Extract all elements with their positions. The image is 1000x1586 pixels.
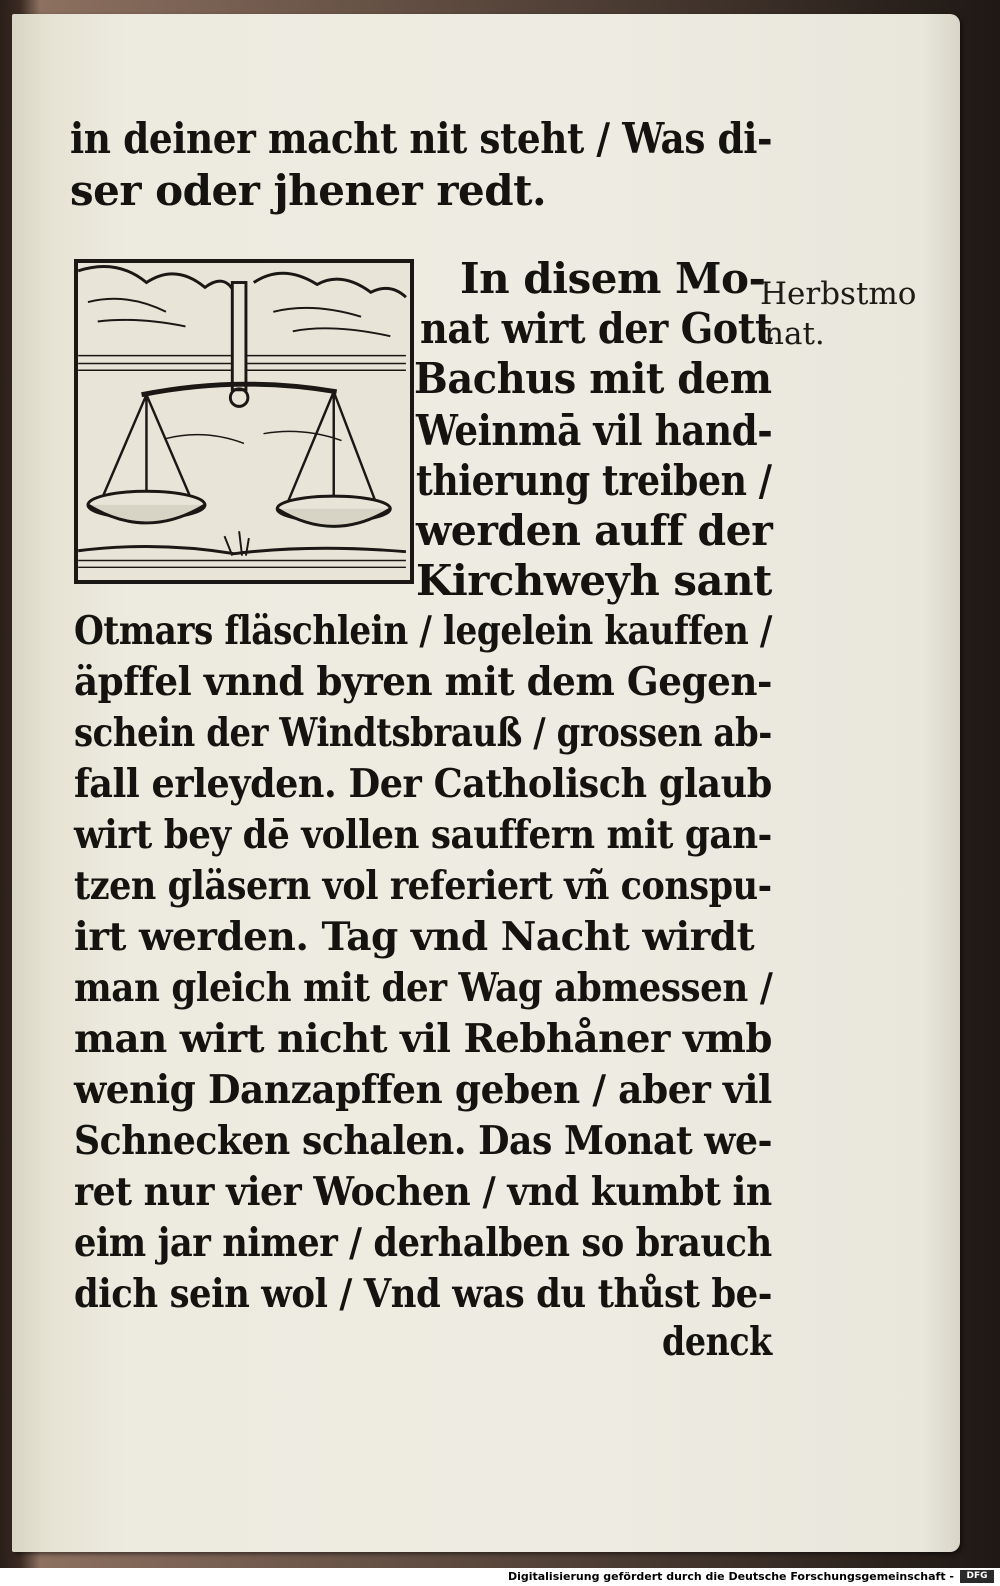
book-page	[12, 14, 960, 1552]
text-line: tzen gläsern vol referiert vñ conspu-	[74, 863, 772, 909]
text-line: Bachus mit dem	[414, 354, 772, 403]
text-line: In disem Mo-	[460, 254, 766, 303]
text-line: irt werden. Tag vnd Nacht wirdt	[74, 914, 755, 960]
footer-credit-text: Digitalisierung gefördert durch die Deutsche Forschungsgemeinschaft -	[507, 1570, 954, 1583]
margin-note: nat.	[764, 316, 825, 352]
footer-bar	[0, 1568, 1000, 1586]
dfg-logo: DFG	[960, 1570, 994, 1583]
text-line: fall erleyden. Der Catholisch glaub	[74, 761, 772, 807]
text-line: wenig Danzapffen geben / aber vil	[74, 1067, 772, 1113]
text-line: man wirt nicht vil Rebhåner vmb	[74, 1016, 772, 1062]
text-line: ret nur vier Wochen / vnd kumbt in	[74, 1169, 772, 1215]
text-line: Schnecken schalen. Das Monat we-	[74, 1118, 773, 1164]
scales-libra-woodcut-icon	[78, 263, 410, 580]
text-line: werden auff der	[416, 506, 773, 555]
text-line: Otmars fläschlein / legelein kauffen /	[74, 608, 772, 654]
text-line: nat wirt der Gott	[420, 304, 773, 353]
text-line: thierung treiben /	[416, 456, 772, 505]
text-line: man gleich mit der Wag abmessen /	[74, 965, 773, 1011]
text-line: in deiner macht nit steht / Was di-	[70, 114, 773, 163]
woodcut-illustration	[74, 259, 414, 584]
text-line: wirt bey dē vollen sauffern mit gan-	[74, 812, 772, 858]
margin-note: Herbstmo	[760, 276, 917, 312]
text-line: eim jar nimer / derhalben so brauch	[74, 1220, 772, 1266]
text-line: Weinmā vil hand-	[416, 406, 773, 455]
text-line: ser oder jhener redt.	[70, 166, 547, 215]
catchword: denck	[662, 1319, 772, 1365]
text-line: schein der Windtsbrauß / grossen ab-	[74, 710, 772, 756]
text-line: äpffel vnnd byren mit dem Gegen-	[74, 659, 772, 705]
text-line: Kirchweyh sant	[416, 556, 772, 605]
text-line: dich sein wol / Vnd was du thůst be-	[74, 1271, 772, 1317]
